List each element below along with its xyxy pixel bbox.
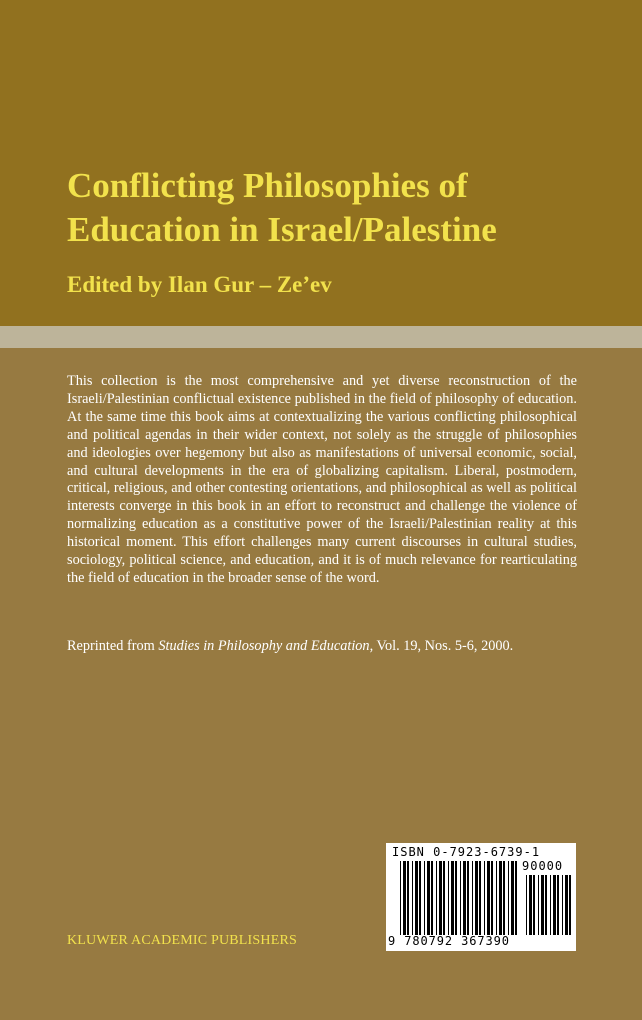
reprint-journal: Studies in Philosophy and Education, [158,638,374,654]
price-addon-text: 90000 [522,859,564,873]
barcode-bar [565,875,568,935]
barcode-bar [436,861,437,935]
isbn-text: ISBN 0-7923-6739-1 [392,845,541,859]
barcode-bar [427,861,430,935]
barcode-bar [415,861,418,935]
barcode-bar [538,875,539,935]
barcode-bar [451,861,454,935]
barcode-bar [511,861,514,935]
barcode-bar [569,875,571,935]
barcode-bar [508,861,509,935]
barcode-bar [443,861,445,935]
barcode-bar [448,861,449,935]
book-title-line-2: Education in Israel/Palestine [67,210,497,249]
barcode-bar [541,875,544,935]
barcode-bar [484,861,485,935]
editor-credit: Edited by Ilan Gur – Ze’ev [67,272,332,297]
barcode-bar [550,875,551,935]
barcode-bar [463,861,466,935]
barcode-bar [496,861,497,935]
barcode-box [386,843,576,951]
barcode-bar [562,875,563,935]
barcode-bar [487,861,490,935]
reprint-suffix: Vol. 19, Nos. 5-6, 2000. [373,638,514,654]
ean-number-text: 9 780792 367390 [388,934,510,948]
barcode-bar [403,861,406,935]
barcode-bar [515,861,517,935]
barcode-bar [419,861,421,935]
barcode-bar [460,861,461,935]
reprint-prefix: Reprinted from [67,638,159,654]
barcode-bar [553,875,556,935]
barcode-bar [472,861,473,935]
book-title-line-1: Conflicting Philosophies of [67,166,468,205]
barcode-bar [407,861,409,935]
barcode-bar [479,861,481,935]
barcode-bar [431,861,433,935]
barcode-bar [491,861,493,935]
divider-band [0,326,642,348]
barcode-bar [467,861,469,935]
barcode-bar [545,875,547,935]
barcode-bar [412,861,413,935]
barcode-bar [529,875,532,935]
barcode-bar [557,875,559,935]
barcode-bar [526,875,527,935]
publisher-name: KLUWER ACADEMIC PUBLISHERS [67,933,297,948]
addon-bars [526,875,571,935]
reprint-notice [67,637,587,655]
barcode-bar [475,861,478,935]
book-title [67,164,627,252]
barcode-bar [439,861,442,935]
barcode-bar [455,861,457,935]
book-description: This collection is the most comprehensive and yet diverse reconstruction of the Israeli/Palestinian conflictual existence published in the field of philosophy of education. At the same time this book aims at contextualizing the various conflicting philosophical and political agendas in their wider context, not solely as the struggle of philosophies and ideologies over hegemony but also as manifestations of universal economic, social, and cultural developments in the era of globalizing capitalism. Liberal, postmodern, critical, religious, and other contesting orientations, and philosophical as well as political interests converge in this book in an effort to reconstruct and challenge the violence of normalizing education as a constitutive power of the Israeli/Palestinian reality at this historical moment. This effort challenges many current discourses in cultural studies, sociology, political science, and education, and it is of much relevance for rearticulating the field of education in the broader sense of the word. [67,373,577,586]
ean-bars [400,861,517,935]
barcode-bar [533,875,535,935]
barcode-bar [424,861,425,935]
barcode-bar [503,861,505,935]
barcode-bar [400,861,401,935]
barcode-bar [499,861,502,935]
